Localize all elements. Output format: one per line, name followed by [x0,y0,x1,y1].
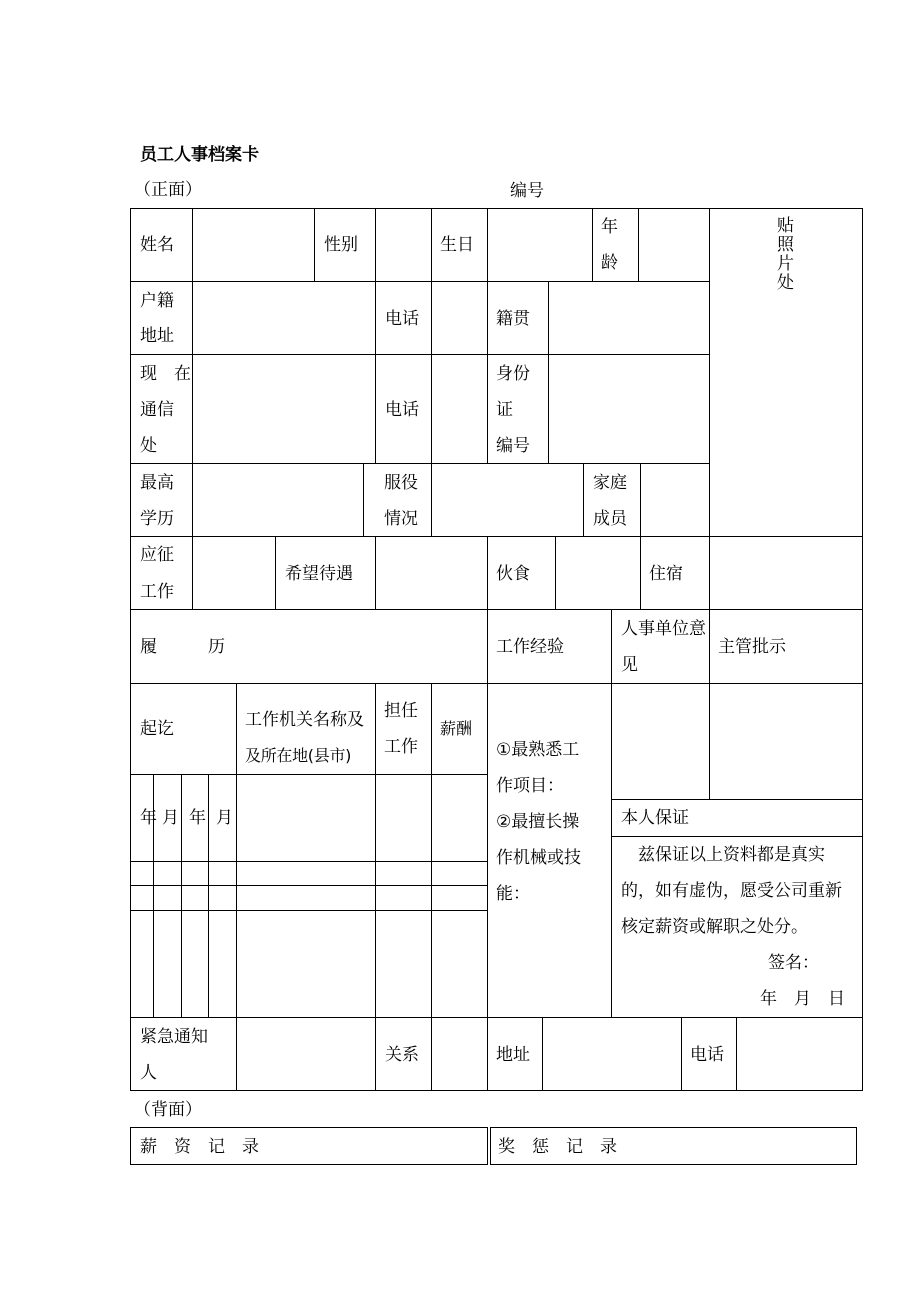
emergency-address-label: 地址 [496,1045,530,1065]
supervisor-field[interactable] [710,684,862,799]
name-field[interactable] [193,209,314,281]
supervisor-label: 主管批示 [718,637,786,657]
relation-field[interactable] [432,1018,487,1090]
family-label-1: 家庭 [593,473,627,493]
service-label-1: 服役 [384,473,418,493]
back-label: （背面） [134,1100,202,1120]
address-label-2: 通信 [140,400,174,420]
meals-field[interactable] [556,537,640,609]
gender-field[interactable] [376,209,431,281]
number-label: 编号 [510,181,544,201]
hukou-address-field[interactable] [193,282,375,354]
period-label: 起讫 [140,719,174,739]
guarantee-text-1: 兹保证以上资料都是真实 [621,845,825,865]
emergency-contact-field[interactable] [237,1018,375,1090]
phone-label-1: 电话 [385,309,419,329]
position-label-2: 工作 [384,737,418,757]
reward-record-label: 奖 惩 记 录 [498,1137,617,1157]
signature-label: 签名： [768,953,819,973]
guarantee-text-3: 核定薪资或解职之处分。 [621,917,808,937]
page-title: 员工人事档案卡 [140,145,259,165]
idcard-label-1: 身份 [496,364,530,384]
start-year-label: 年 [140,808,157,828]
service-label-2: 情况 [384,509,418,529]
age-label-1: 年 [601,217,618,237]
lodging-label: 住宿 [649,564,683,584]
emergency-contact-label-1: 紧急通知 [140,1027,208,1047]
guarantee-label: 本人保证 [621,808,689,828]
idcard-label-3: 编号 [496,436,530,456]
address-label-3: 处 [140,436,157,456]
photo-label-2: 照 [777,235,794,255]
job-label-2: 工作 [140,582,174,602]
hr-opinion-field[interactable] [612,684,709,799]
phone-field-2[interactable] [432,355,487,463]
education-label-1: 最高 [140,473,174,493]
skills-line-1: ①最熟悉工 [496,740,580,760]
birthday-field[interactable] [488,209,592,281]
front-label: （正面） [134,180,202,200]
photo-label-4: 处 [777,273,794,293]
service-field[interactable] [432,464,583,536]
family-label-2: 成员 [593,509,627,529]
salary-record-label: 薪 资 记 录 [140,1137,259,1157]
end-year-label: 年 [189,808,206,828]
job-applied-field[interactable] [193,537,275,609]
idcard-field[interactable] [549,355,709,463]
photo-label-3: 片 [777,254,794,274]
salary-label: 薪酬 [440,719,473,738]
current-address-field[interactable] [193,355,375,463]
lodging-field[interactable] [710,537,862,609]
age-field[interactable] [639,209,709,281]
skills-line-2: 作项目： [496,776,564,796]
job-label-1: 应征 [140,545,174,565]
name-label: 姓名 [140,235,174,255]
org-label-1: 工作机关名称及 [245,710,364,730]
idcard-label-2: 证 [496,400,513,420]
skills-line-4: 作机械或技 [496,848,581,868]
address-label-1: 现 在 [140,364,191,384]
relation-label: 关系 [385,1045,419,1065]
hr-opinion-label-1: 人事单位意 [621,619,706,639]
experience-label: 工作经验 [496,637,564,657]
start-month-label: 月 [162,808,179,828]
position-label-1: 担任 [384,701,418,721]
phone-field-1[interactable] [432,282,487,354]
education-field[interactable] [193,464,363,536]
family-field[interactable] [641,464,709,536]
signature-date: 年 月 日 [760,989,845,1009]
emergency-phone-label: 电话 [690,1045,724,1065]
treatment-label: 希望待遇 [285,564,353,584]
birthday-label: 生日 [440,235,474,255]
emergency-address-field[interactable] [543,1018,681,1090]
hukou-label-1: 户籍 [140,291,174,311]
native-place-label: 籍贯 [496,309,530,329]
native-place-field[interactable] [549,282,709,354]
age-label-2: 龄 [601,253,618,273]
gender-label: 性别 [324,235,358,255]
emergency-contact-label-2: 人 [140,1063,157,1083]
education-label-2: 学历 [140,509,174,529]
resume-label: 履 历 [140,637,225,657]
skills-line-5: 能： [496,884,530,904]
phone-label-2: 电话 [385,400,419,420]
emergency-phone-field[interactable] [737,1018,862,1090]
hr-opinion-label-2: 见 [621,655,638,675]
skills-line-3: ②最擅长操 [496,812,580,832]
meals-label: 伙食 [496,564,530,584]
end-month-label: 月 [216,808,233,828]
photo-label-1: 贴 [777,216,794,236]
org-label-2: 及所在地(县市) [245,746,352,765]
hukou-label-2: 地址 [140,326,174,346]
guarantee-text-2: 的，如有虚伪，愿受公司重新 [621,881,842,901]
expected-treatment-field[interactable] [376,537,487,609]
